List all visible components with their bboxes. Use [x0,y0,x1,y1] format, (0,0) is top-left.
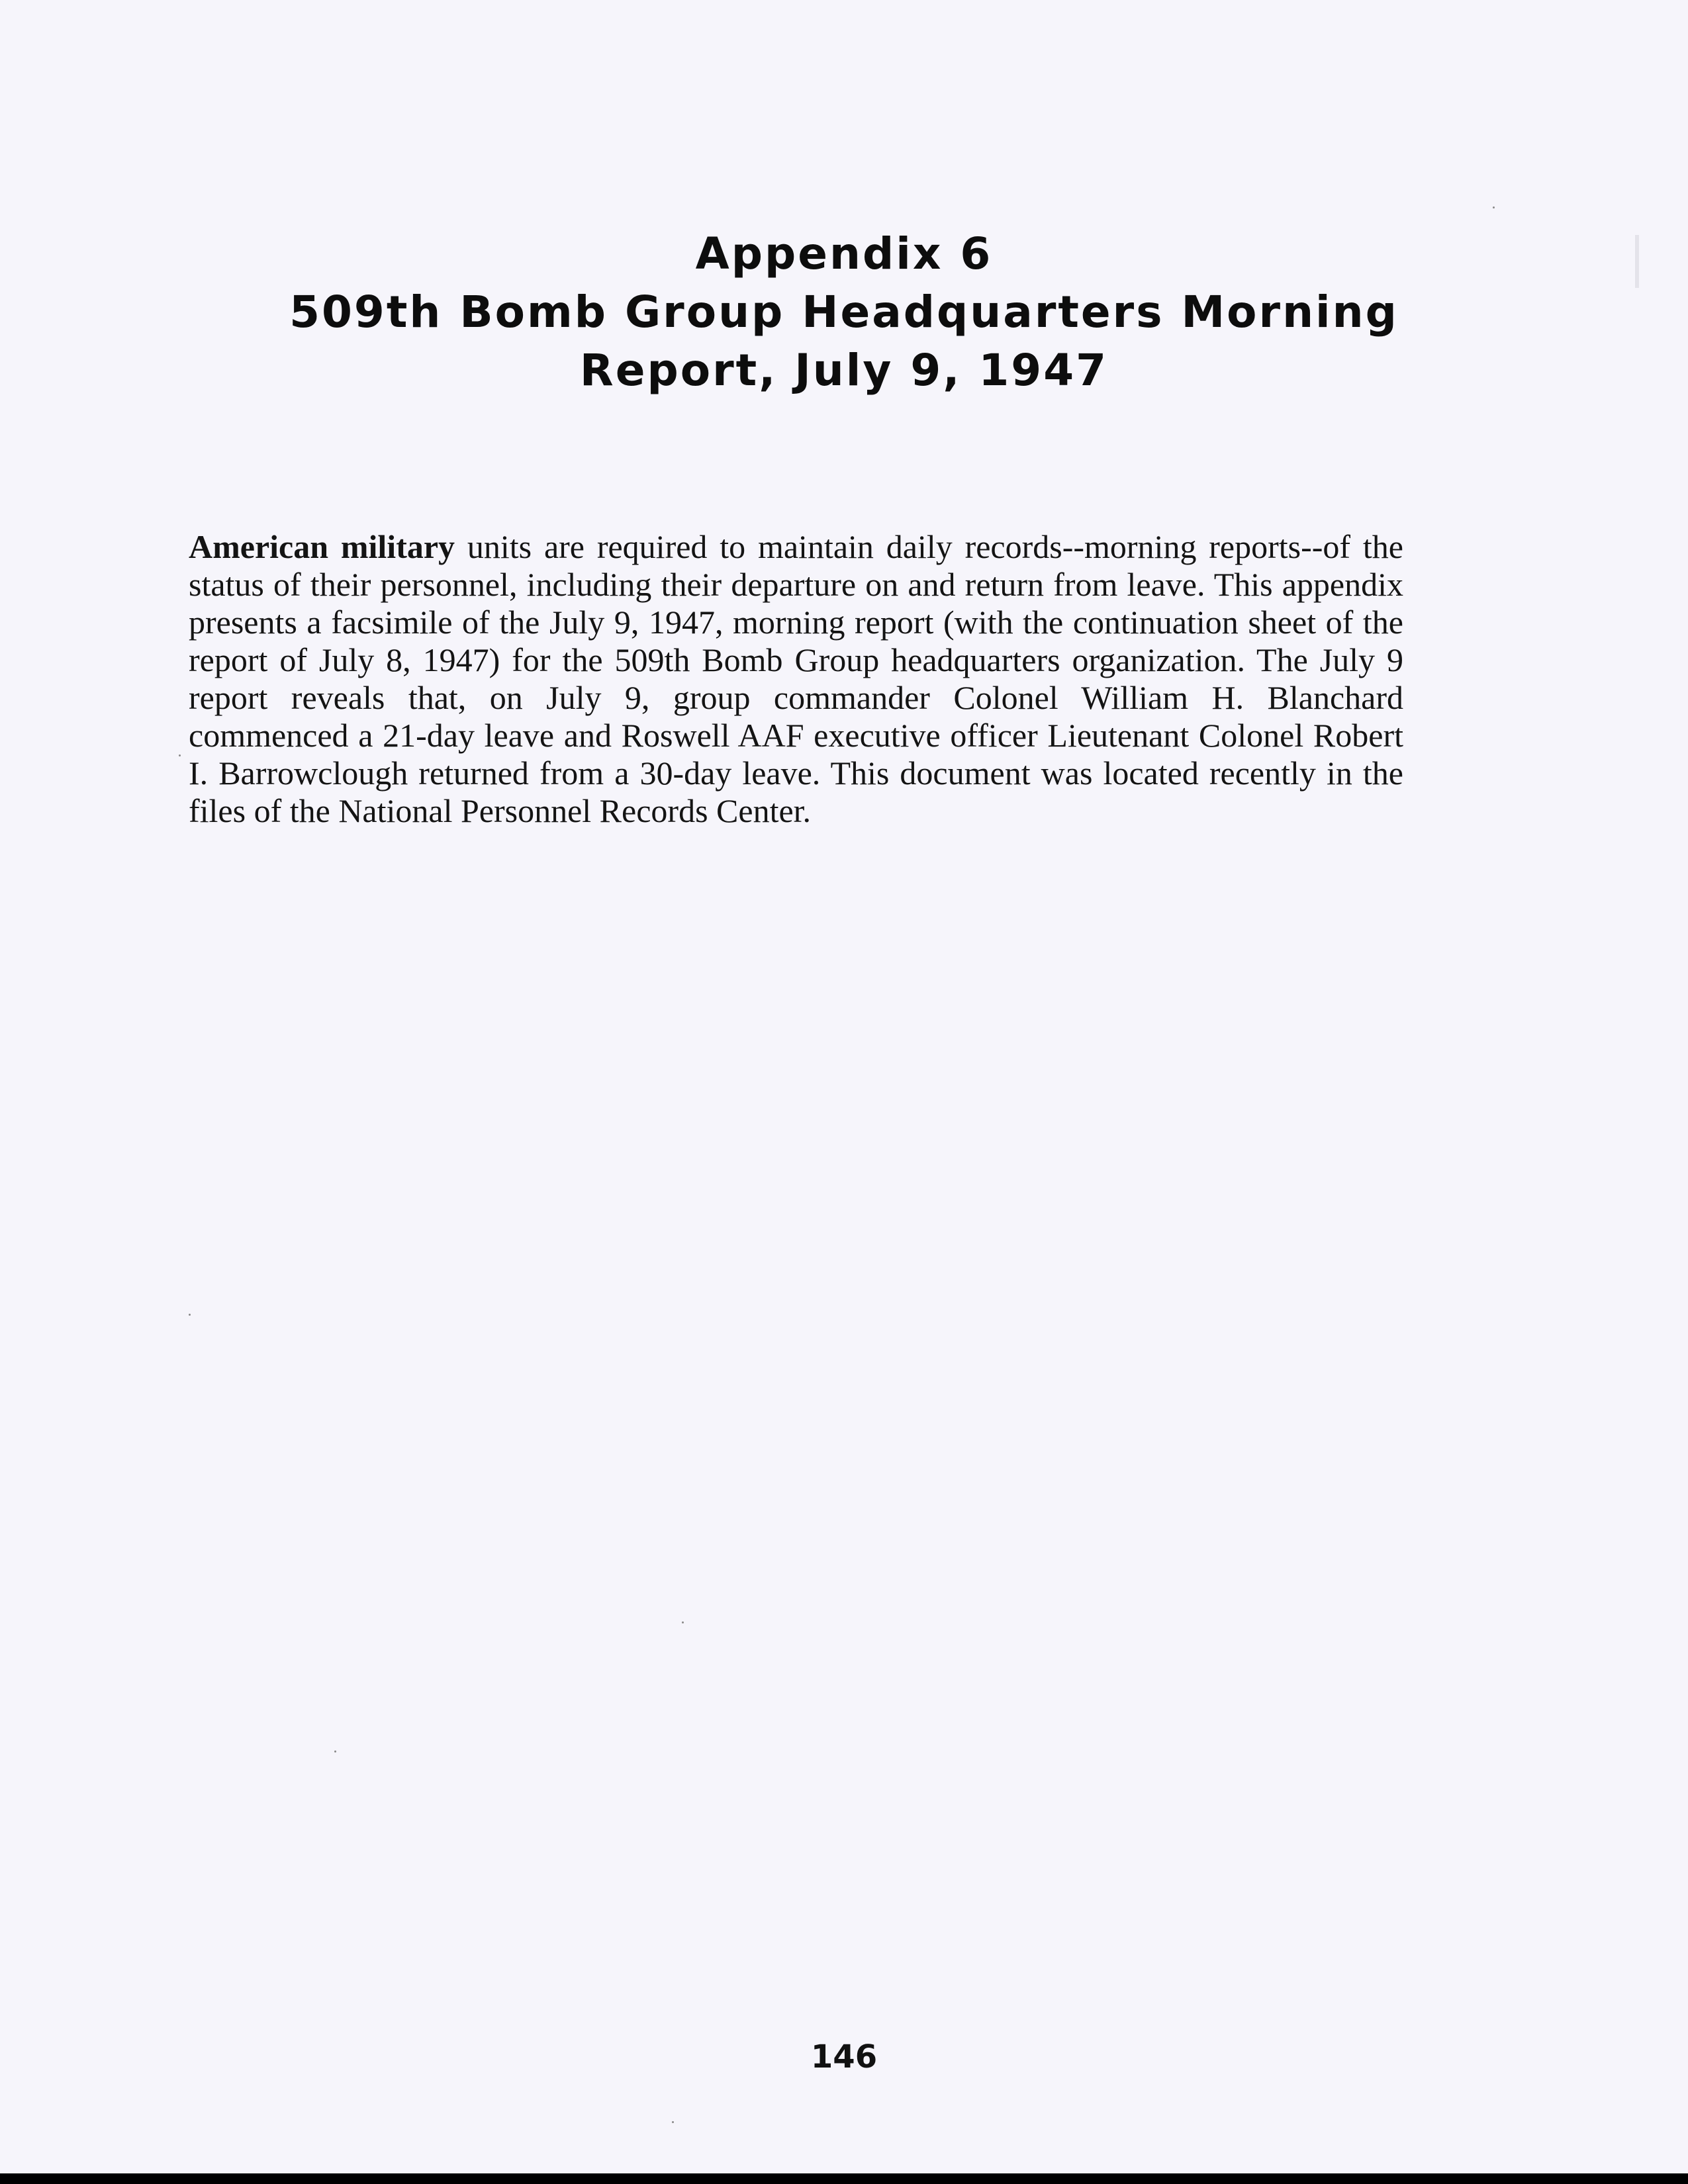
scan-speck [1493,206,1495,208]
scan-edge-mark [1635,235,1639,288]
scan-bottom-border [0,2173,1688,2184]
scan-speck [672,2121,674,2123]
paragraph-text: units are required to maintain daily records--morning reports--of the status of their personnel, including their departure on and return from leave. This appendix presents a facsimile of the July 9, 1947, morning report (with the continuation sheet of the report of July 8, 1947) for the 509th Bomb Group headquarters organization. The July 9 report reveals that, on July 9, group commander Colonel William H. Blanchard commenced a 21-day leave and Roswell AAF executive officer Lieutenant Colonel Robert I. Barrowclough returned from a 30-day leave. This document was located recently in the files of the National Personnel Records Center. [189,528,1403,829]
scan-speck [189,1314,191,1316]
appendix-heading [0,225,1688,400]
scan-speck [334,1751,336,1752]
intro-paragraph [189,528,1403,830]
scan-speck [179,754,181,756]
appendix-title: Appendix 6 [695,228,993,279]
paragraph-lead-text: American military [189,528,455,565]
scan-speck [682,1621,684,1623]
appendix-subtitle-line-1: 509th Bomb Group Headquarters Morning [289,287,1399,338]
appendix-subtitle-line-2: Report, July 9, 1947 [579,345,1109,396]
page-number: 146 [810,2038,878,2075]
